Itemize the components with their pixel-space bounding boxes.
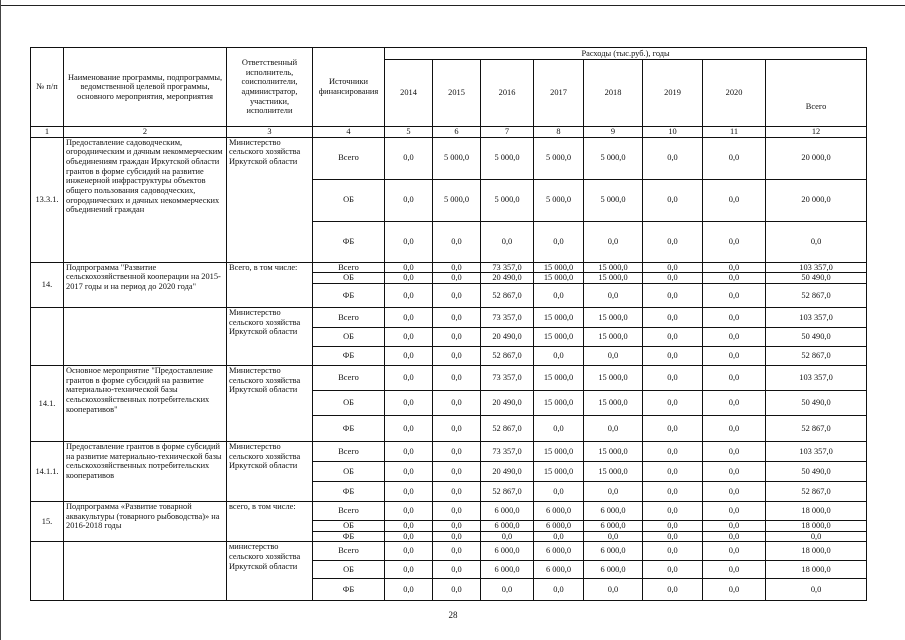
year-value: 0,0 xyxy=(643,561,703,579)
year-value: 0,0 xyxy=(643,221,703,262)
year-value: 0,0 xyxy=(433,531,481,542)
row-number: 14.1.1. xyxy=(31,441,64,501)
year-value: 15 000,0 xyxy=(584,273,643,284)
year-value: 6 000,0 xyxy=(534,561,584,579)
header-year-2016: 2016 xyxy=(481,60,534,127)
total-value: 50 490,0 xyxy=(766,273,867,284)
year-value: 0,0 xyxy=(703,461,766,481)
header-col-name: Наименование программы, подпрограммы, ведомственной целевой программы, основного мероприятия, мероприятия xyxy=(64,48,227,127)
year-value: 5 000,0 xyxy=(534,179,584,221)
year-value: 0,0 xyxy=(433,579,481,601)
header-expenses: Расходы (тыс.руб.), годы xyxy=(385,48,867,60)
total-value: 103 357,0 xyxy=(766,262,867,273)
responsible-executor: Министерство сельского хозяйства Иркутской области xyxy=(227,365,313,441)
year-value: 0,0 xyxy=(385,307,433,327)
year-value: 0,0 xyxy=(433,283,481,307)
row-number xyxy=(31,542,64,601)
left-scan-edge xyxy=(0,0,1,640)
year-value: 5 000,0 xyxy=(481,179,534,221)
responsible-executor: Всего, в том числе: xyxy=(227,262,313,307)
funding-source: ФБ xyxy=(313,221,385,262)
year-value: 0,0 xyxy=(433,273,481,284)
program-name xyxy=(64,307,227,365)
total-value: 52 867,0 xyxy=(766,283,867,307)
funding-source: ОБ xyxy=(313,561,385,579)
funding-source: Всего xyxy=(313,365,385,390)
year-value: 0,0 xyxy=(584,283,643,307)
funding-source: ОБ xyxy=(313,390,385,415)
year-value: 0,0 xyxy=(584,579,643,601)
year-value: 0,0 xyxy=(433,307,481,327)
year-value: 0,0 xyxy=(703,415,766,441)
year-value: 0,0 xyxy=(385,501,433,520)
year-value: 20 490,0 xyxy=(481,273,534,284)
program-name: Предоставление грантов в форме субсидий на развитие материально-технической базы сельскохозяйственных потребительских кооперативов xyxy=(64,441,227,501)
year-value: 5 000,0 xyxy=(433,137,481,179)
year-value: 0,0 xyxy=(584,415,643,441)
total-value: 50 490,0 xyxy=(766,461,867,481)
responsible-executor: Министерство сельского хозяйства Иркутской области xyxy=(227,441,313,501)
year-value: 0,0 xyxy=(643,346,703,365)
year-value: 0,0 xyxy=(385,346,433,365)
colnum: 10 xyxy=(643,127,703,138)
year-value: 0,0 xyxy=(433,221,481,262)
year-value: 6 000,0 xyxy=(584,542,643,561)
total-value: 50 490,0 xyxy=(766,390,867,415)
year-value: 0,0 xyxy=(643,520,703,531)
year-value: 0,0 xyxy=(385,542,433,561)
funding-source: ФБ xyxy=(313,481,385,501)
total-value: 103 357,0 xyxy=(766,365,867,390)
year-value: 0,0 xyxy=(385,481,433,501)
table-body xyxy=(31,137,867,601)
colnum: 2 xyxy=(64,127,227,138)
page-number: 28 xyxy=(448,610,458,620)
total-value: 18 000,0 xyxy=(766,542,867,561)
year-value: 73 357,0 xyxy=(481,365,534,390)
year-value: 5 000,0 xyxy=(481,137,534,179)
year-value: 5 000,0 xyxy=(584,179,643,221)
year-value: 0,0 xyxy=(534,283,584,307)
year-value: 0,0 xyxy=(643,283,703,307)
funding-source: ОБ xyxy=(313,327,385,346)
funding-source: ФБ xyxy=(313,579,385,601)
year-value: 15 000,0 xyxy=(534,327,584,346)
year-value: 0,0 xyxy=(534,415,584,441)
year-value: 0,0 xyxy=(703,579,766,601)
year-value: 0,0 xyxy=(643,542,703,561)
year-value: 0,0 xyxy=(385,461,433,481)
header-year-2017: 2017 xyxy=(534,60,584,127)
year-value: 15 000,0 xyxy=(584,390,643,415)
year-value: 0,0 xyxy=(643,365,703,390)
year-value: 0,0 xyxy=(534,346,584,365)
header-col-no: № п/п xyxy=(31,48,64,127)
year-value: 0,0 xyxy=(703,307,766,327)
year-value: 6 000,0 xyxy=(534,501,584,520)
year-value: 15 000,0 xyxy=(534,390,584,415)
year-value: 0,0 xyxy=(385,390,433,415)
year-value: 0,0 xyxy=(584,481,643,501)
header-year-2020: 2020 xyxy=(703,60,766,127)
year-value: 73 357,0 xyxy=(481,262,534,273)
year-value: 0,0 xyxy=(703,390,766,415)
funding-source: ФБ xyxy=(313,346,385,365)
funding-source: Всего xyxy=(313,542,385,561)
year-value: 0,0 xyxy=(703,501,766,520)
year-value: 0,0 xyxy=(643,262,703,273)
year-value: 0,0 xyxy=(385,137,433,179)
year-value: 52 867,0 xyxy=(481,283,534,307)
year-value: 15 000,0 xyxy=(534,461,584,481)
row-number: 13.3.1. xyxy=(31,137,64,262)
program-name xyxy=(64,542,227,601)
year-value: 0,0 xyxy=(534,221,584,262)
colnum: 7 xyxy=(481,127,534,138)
year-value: 0,0 xyxy=(703,561,766,579)
colnum: 4 xyxy=(313,127,385,138)
header-year-2019: 2019 xyxy=(643,60,703,127)
year-value: 0,0 xyxy=(433,415,481,441)
year-value: 0,0 xyxy=(703,441,766,461)
year-value: 0,0 xyxy=(703,520,766,531)
year-value: 0,0 xyxy=(481,531,534,542)
year-value: 6 000,0 xyxy=(534,542,584,561)
row-number: 15. xyxy=(31,501,64,541)
year-value: 0,0 xyxy=(433,365,481,390)
year-value: 0,0 xyxy=(643,415,703,441)
year-value: 6 000,0 xyxy=(481,520,534,531)
funding-source: Всего xyxy=(313,501,385,520)
year-value: 0,0 xyxy=(703,346,766,365)
year-value: 0,0 xyxy=(643,307,703,327)
colnum: 1 xyxy=(31,127,64,138)
table-row xyxy=(31,307,867,327)
year-value: 0,0 xyxy=(385,283,433,307)
year-value: 0,0 xyxy=(703,179,766,221)
total-value: 0,0 xyxy=(766,579,867,601)
year-value: 15 000,0 xyxy=(584,307,643,327)
year-value: 0,0 xyxy=(643,327,703,346)
total-value: 52 867,0 xyxy=(766,415,867,441)
year-value: 0,0 xyxy=(643,137,703,179)
year-value: 0,0 xyxy=(385,179,433,221)
table-row xyxy=(31,501,867,520)
year-value: 0,0 xyxy=(385,221,433,262)
colnum: 6 xyxy=(433,127,481,138)
year-value: 6 000,0 xyxy=(584,520,643,531)
header-year-2015: 2015 xyxy=(433,60,481,127)
year-value: 15 000,0 xyxy=(584,327,643,346)
year-value: 5 000,0 xyxy=(534,137,584,179)
year-value: 0,0 xyxy=(584,346,643,365)
year-value: 0,0 xyxy=(703,137,766,179)
year-value: 0,0 xyxy=(643,481,703,501)
funding-source: Всего xyxy=(313,137,385,179)
colnum: 5 xyxy=(385,127,433,138)
row-number: 14. xyxy=(31,262,64,307)
year-value: 15 000,0 xyxy=(584,461,643,481)
year-value: 6 000,0 xyxy=(584,501,643,520)
year-value: 0,0 xyxy=(703,273,766,284)
header-year-2014: 2014 xyxy=(385,60,433,127)
year-value: 0,0 xyxy=(433,461,481,481)
year-value: 5 000,0 xyxy=(584,137,643,179)
year-value: 52 867,0 xyxy=(481,415,534,441)
year-value: 0,0 xyxy=(433,262,481,273)
funding-source: ОБ xyxy=(313,273,385,284)
funding-source: ОБ xyxy=(313,520,385,531)
row-number: 14.1. xyxy=(31,365,64,441)
year-value: 0,0 xyxy=(433,561,481,579)
table-row xyxy=(31,441,867,461)
table-row xyxy=(31,262,867,273)
year-value: 0,0 xyxy=(385,531,433,542)
total-value: 18 000,0 xyxy=(766,520,867,531)
top-border-line xyxy=(0,5,905,6)
year-value: 0,0 xyxy=(703,481,766,501)
table-row xyxy=(31,365,867,390)
funding-source: ОБ xyxy=(313,179,385,221)
year-value: 73 357,0 xyxy=(481,441,534,461)
year-value: 0,0 xyxy=(643,461,703,481)
colnum: 8 xyxy=(534,127,584,138)
total-value: 50 490,0 xyxy=(766,327,867,346)
year-value: 0,0 xyxy=(703,283,766,307)
year-value: 0,0 xyxy=(433,501,481,520)
colnum: 11 xyxy=(703,127,766,138)
year-value: 6 000,0 xyxy=(481,561,534,579)
year-value: 0,0 xyxy=(703,365,766,390)
total-value: 52 867,0 xyxy=(766,346,867,365)
program-name: Подпрограмма «Развитие товарной аквакультуры (товарного рыбоводства)» на 2016-2018 годы xyxy=(64,501,227,541)
year-value: 0,0 xyxy=(385,365,433,390)
year-value: 5 000,0 xyxy=(433,179,481,221)
year-value: 0,0 xyxy=(703,531,766,542)
year-value: 6 000,0 xyxy=(584,561,643,579)
budget-table xyxy=(30,47,867,601)
header-year-2018: 2018 xyxy=(584,60,643,127)
row-number xyxy=(31,307,64,365)
colnum: 3 xyxy=(227,127,313,138)
year-value: 0,0 xyxy=(481,579,534,601)
year-value: 0,0 xyxy=(385,262,433,273)
total-value: 0,0 xyxy=(766,221,867,262)
year-value: 0,0 xyxy=(643,179,703,221)
year-value: 0,0 xyxy=(433,346,481,365)
year-value: 52 867,0 xyxy=(481,346,534,365)
funding-source: ОБ xyxy=(313,461,385,481)
colnum: 12 xyxy=(766,127,867,138)
year-value: 15 000,0 xyxy=(534,262,584,273)
year-value: 0,0 xyxy=(385,415,433,441)
funding-source: Всего xyxy=(313,441,385,461)
total-value: 20 000,0 xyxy=(766,137,867,179)
responsible-executor: Министерство сельского хозяйства Иркутской области xyxy=(227,307,313,365)
year-value: 0,0 xyxy=(385,579,433,601)
program-name: Предоставление садоводческим, огородническим и дачным некоммерческим объединениям граждан Иркутской области грантов в форме субсидий на развитие инженерной инфраструктуры объектов общего пользования садоводческих, огороднических и дачных некоммерческих объединений граждан xyxy=(64,137,227,262)
year-value: 0,0 xyxy=(703,542,766,561)
year-value: 0,0 xyxy=(534,481,584,501)
total-value: 0,0 xyxy=(766,531,867,542)
year-value: 0,0 xyxy=(385,520,433,531)
year-value: 73 357,0 xyxy=(481,307,534,327)
year-value: 0,0 xyxy=(385,327,433,346)
responsible-executor: министерство сельского хозяйства Иркутской области xyxy=(227,542,313,601)
total-value: 103 357,0 xyxy=(766,441,867,461)
table-row xyxy=(31,137,867,179)
year-value: 0,0 xyxy=(703,221,766,262)
year-value: 0,0 xyxy=(385,273,433,284)
year-value: 0,0 xyxy=(433,441,481,461)
year-value: 20 490,0 xyxy=(481,390,534,415)
year-value: 0,0 xyxy=(643,579,703,601)
year-value: 0,0 xyxy=(433,542,481,561)
total-value: 18 000,0 xyxy=(766,501,867,520)
total-value: 18 000,0 xyxy=(766,561,867,579)
responsible-executor: Министерство сельского хозяйства Иркутской области xyxy=(227,137,313,262)
year-value: 0,0 xyxy=(534,531,584,542)
year-value: 6 000,0 xyxy=(534,520,584,531)
funding-source: ФБ xyxy=(313,531,385,542)
year-value: 0,0 xyxy=(643,531,703,542)
year-value: 0,0 xyxy=(643,441,703,461)
year-value: 0,0 xyxy=(433,520,481,531)
program-name: Основное мероприятие "Предоставление грантов в форме субсидий на развитие материально-технической базы сельскохозяйственных потребительских кооперативов" xyxy=(64,365,227,441)
year-value: 0,0 xyxy=(643,273,703,284)
funding-source: ФБ xyxy=(313,283,385,307)
year-value: 0,0 xyxy=(703,327,766,346)
header-total: Всего xyxy=(766,60,867,127)
year-value: 0,0 xyxy=(481,221,534,262)
year-value: 0,0 xyxy=(584,221,643,262)
year-value: 0,0 xyxy=(643,390,703,415)
table-row xyxy=(31,542,867,561)
year-value: 0,0 xyxy=(703,262,766,273)
year-value: 15 000,0 xyxy=(534,365,584,390)
year-value: 15 000,0 xyxy=(584,441,643,461)
year-value: 15 000,0 xyxy=(584,365,643,390)
year-value: 0,0 xyxy=(433,327,481,346)
year-value: 0,0 xyxy=(433,390,481,415)
total-value: 20 000,0 xyxy=(766,179,867,221)
year-value: 15 000,0 xyxy=(534,307,584,327)
year-value: 20 490,0 xyxy=(481,461,534,481)
year-value: 0,0 xyxy=(584,531,643,542)
year-value: 15 000,0 xyxy=(534,441,584,461)
colnum: 9 xyxy=(584,127,643,138)
year-value: 0,0 xyxy=(534,579,584,601)
year-value: 15 000,0 xyxy=(584,262,643,273)
year-value: 0,0 xyxy=(385,441,433,461)
year-value: 15 000,0 xyxy=(534,273,584,284)
header-col-responsible: Ответственный исполнитель, соисполнители, администратор, участники, исполнители xyxy=(227,48,313,127)
year-value: 52 867,0 xyxy=(481,481,534,501)
year-value: 0,0 xyxy=(433,481,481,501)
year-value: 0,0 xyxy=(385,561,433,579)
year-value: 20 490,0 xyxy=(481,327,534,346)
year-value: 6 000,0 xyxy=(481,542,534,561)
funding-source: Всего xyxy=(313,307,385,327)
funding-source: Всего xyxy=(313,262,385,273)
header-col-source: Источники финансирования xyxy=(313,48,385,127)
program-name: Подпрограмма "Развитие сельскохозяйственной кооперации на 2015-2017 годы и на период до 2020 года" xyxy=(64,262,227,307)
year-value: 0,0 xyxy=(643,501,703,520)
total-value: 52 867,0 xyxy=(766,481,867,501)
responsible-executor: всего, в том числе: xyxy=(227,501,313,541)
funding-source: ФБ xyxy=(313,415,385,441)
year-value: 6 000,0 xyxy=(481,501,534,520)
total-value: 103 357,0 xyxy=(766,307,867,327)
